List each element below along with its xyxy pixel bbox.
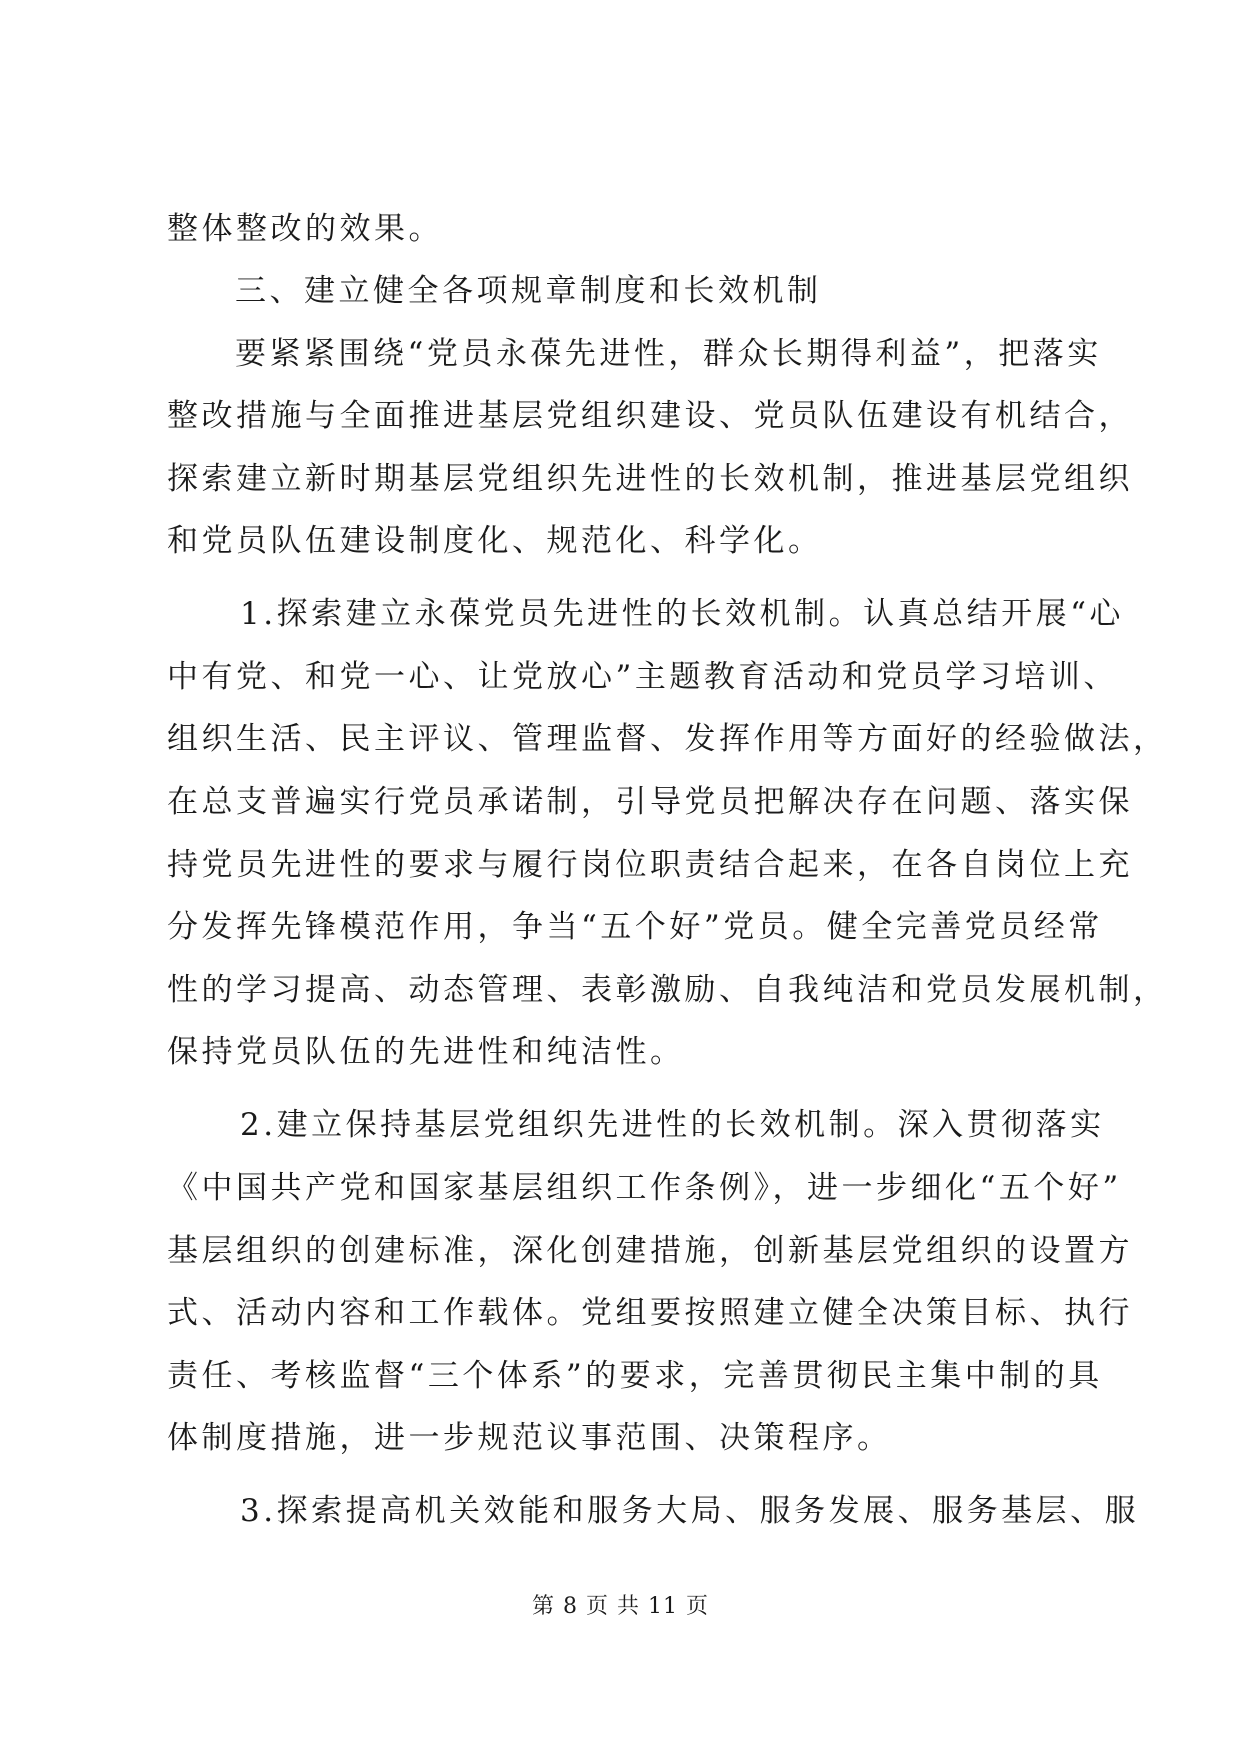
text-line: 保持党员队伍的先进性和纯洁性。 bbox=[167, 1034, 685, 1070]
text-line: 基层组织的创建标准，深化创建措施，创新基层党组织的设置方 bbox=[167, 1233, 1133, 1269]
text-line: 整改措施与全面推进基层党组织建设、党员队伍建设有机结合， bbox=[167, 398, 1133, 434]
text-line: 2.建立保持基层党组织先进性的长效机制。深入贯彻落实 bbox=[240, 1107, 1105, 1143]
text-line: 《中国共产党和国家基层组织工作条例》，进一步细化“五个好” bbox=[167, 1170, 1122, 1206]
text-line: 要紧紧围绕“党员永葆先进性，群众长期得利益”，把落实 bbox=[235, 336, 1102, 372]
text-line: 体制度措施，进一步规范议事范围、决策程序。 bbox=[167, 1420, 892, 1456]
text-line: 1.探索建立永葆党员先进性的长效机制。认真总结开展“心 bbox=[240, 596, 1124, 632]
section-heading: 三、建立健全各项规章制度和长效机制 bbox=[235, 273, 822, 309]
text-line: 分发挥先锋模范作用，争当“五个好”党员。健全完善党员经常 bbox=[167, 909, 1103, 945]
text-line: 探索建立新时期基层党组织先进性的长效机制，推进基层党组织 bbox=[167, 461, 1133, 497]
text-line: 和党员队伍建设制度化、规范化、科学化。 bbox=[167, 523, 823, 559]
text-line: 责任、考核监督“三个体系”的要求，完善贯彻民主集中制的具 bbox=[167, 1358, 1103, 1394]
page-number: 第 8 页 共 11 页 bbox=[532, 1594, 709, 1619]
text-line: 整体整改的效果。 bbox=[167, 211, 443, 247]
text-line: 组织生活、民主评议、管理监督、发挥作用等方面好的经验做法， bbox=[167, 721, 1168, 757]
text-line: 性的学习提高、动态管理、表彰激励、自我纯洁和党员发展机制， bbox=[167, 972, 1168, 1008]
text-line: 持党员先进性的要求与履行岗位职责结合起来，在各自岗位上充 bbox=[167, 847, 1133, 883]
text-line: 在总支普遍实行党员承诺制，引导党员把解决存在问题、落实保 bbox=[167, 784, 1133, 820]
text-line: 中有党、和党一心、让党放心”主题教育活动和党员学习培训、 bbox=[167, 659, 1118, 695]
text-line: 3.探索提高机关效能和服务大局、服务发展、服务基层、服 bbox=[240, 1493, 1140, 1529]
text-line: 式、活动内容和工作载体。党组要按照建立健全决策目标、执行 bbox=[167, 1295, 1133, 1331]
